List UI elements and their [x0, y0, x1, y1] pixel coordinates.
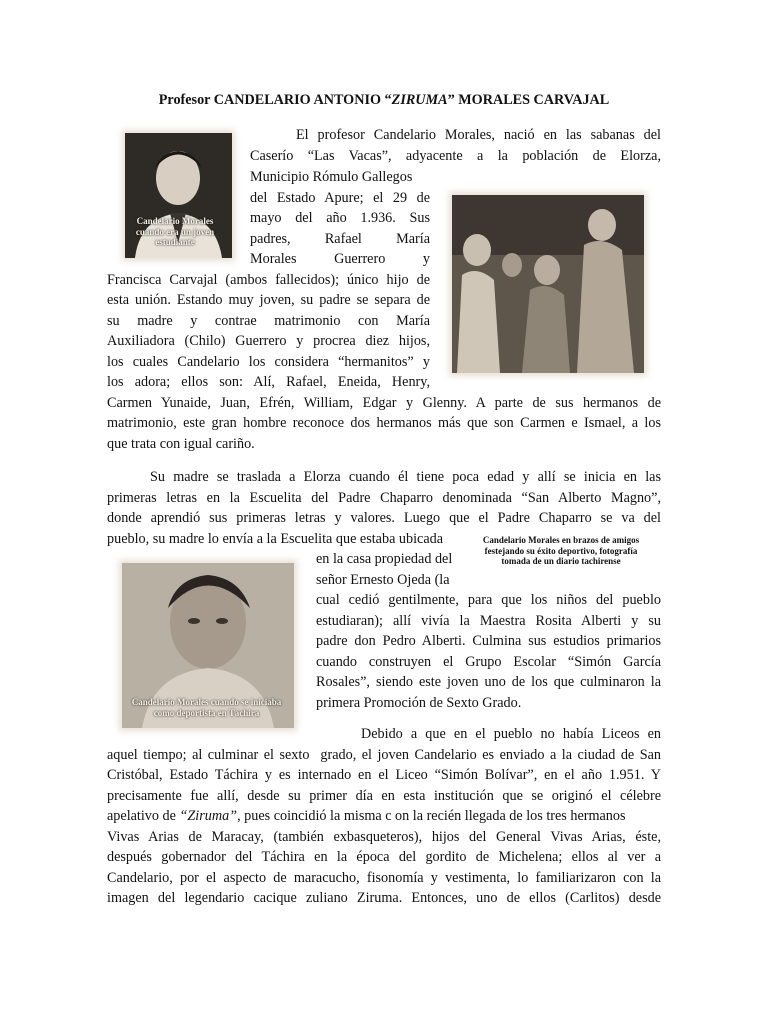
p2-line-2: primeras letras en la Escuelita del Padre Chaparro denominada “San Alberto Magno”, [107, 490, 661, 506]
p1-line-9: esta unión. Estando muy joven, su padre se separa de [107, 292, 430, 308]
p3-line-9: imagen del legendario cacique zuliano Ziruma. Entonces, uno de ellos (Carlitos) desde [107, 890, 661, 906]
p3-ziruma-italic: “Ziruma” [179, 808, 238, 824]
p3-line-6: Vivas Arias de Maracay, (también exbasqueteros), hijos del General Vivas Arias, éste, [107, 829, 661, 845]
p2-line-8: estudiaran); allí vivía la Maestra Rosita Alberti y su [316, 613, 661, 629]
p1-line-16: que trata con igual cariño. [107, 436, 255, 452]
p1-line-11: Auxiliadora (Chilo) Guerrero y procrea diez hijos, [107, 333, 430, 349]
caption-photo-young-student: Candelario Morales cuando era un joven estudiante [135, 216, 215, 247]
p1-line-3: Municipio Rómulo Gallegos [250, 169, 413, 185]
p1-line-14: Carmen Yunaide, Juan, Efrén, William, Edgar y Glenny. A parte de sus hermanos de [107, 395, 661, 411]
p3-line-2: aquel tiempo; al culminar el sexto grado, el joven Candelario es enviado a la ciudad de San [107, 747, 661, 763]
p1-line-10: su madre y contrae matrimonio con María [107, 313, 430, 329]
p2-line-10: cuando construyen el Grupo Escolar “Simón García [316, 654, 661, 670]
p1-line-13: los adora; ellos son: Alí, Rafael, Eneida, Henry, [107, 374, 430, 390]
p3-line-7: después gobernador del Táchira en la época del gordito de Michelena; ellos al ver a [107, 849, 661, 865]
p2-line-4: pueblo, su madre lo envía a la Escuelita que estaba ubicada [107, 531, 444, 547]
caption-photo-young-athlete: Candelario Morales cuando se iniciaba como deportista en Táchira [131, 697, 282, 718]
title-suffix: ” MORALES CARVAJAL [447, 92, 610, 108]
p1-line-4: del Estado Apure; el 29 de [250, 190, 430, 206]
p3-line-4: precisamente fue allí, desde su primer día en esta institución que se originó el célebre [107, 788, 661, 804]
p1-line-7: Morales Guerrero y [250, 251, 430, 267]
p2-line-9: padre don Pedro Alberti. Culmina sus estudios primarios [316, 633, 661, 649]
p3-line-3: Cristóbal, Estado Táchira y es internado en el Liceo “Simón Bolívar”, en el año 1.951. Y [107, 767, 661, 783]
p3-line-5a: apelativo de [107, 808, 180, 824]
p2-line-6: señor Ernesto Ojeda (la [316, 572, 450, 588]
p2-line-1: Su madre se traslada a Elorza cuando él tiene poca edad y allí se inicia en las [150, 469, 661, 485]
p1-line-8: Francisca Carvajal (ambos fallecidos); único hijo de [107, 272, 430, 288]
caption-photo-celebration: Candelario Morales en brazos de amigos festejando su éxito deportivo, fotografía tomada de un diario tachirense [482, 535, 640, 566]
p2-line-12: primera Promoción de Sexto Grado. [316, 695, 522, 711]
p2-line-3: donde aprendió sus primeras letras y valores. Luego que el Padre Chaparro se va del [107, 510, 661, 526]
p3-line-1: Debido a que en el pueblo no había Liceos en [361, 726, 661, 742]
p1-line-6: padres, Rafael María [250, 231, 430, 247]
p1-line-15: matrimonio, este gran hombre reconoce dos hermanos más que son Carmen e Ismael, a los [107, 415, 661, 431]
p1-line-2: Caserío “Las Vacas”, adyacente a la población de Elorza, [250, 148, 661, 164]
p2-line-7: cual cedió gentilmente, para que los niños del pueblo [316, 592, 661, 608]
p3-line-5c: , pues coincidió la misma c on la recién llegada de los tres hermanos [237, 808, 626, 824]
p1-line-1: El profesor Candelario Morales, nació en las sabanas del [296, 127, 661, 143]
title-nickname: ZIRUMA [391, 92, 448, 108]
p2-line-11: Rosales”, siendo este joven uno de los que culminaron la [316, 674, 661, 690]
title-prefix: Profesor CANDELARIO ANTONIO “ [158, 92, 392, 108]
p1-line-12: los cuales Candelario los considera “hermanitos” y [107, 354, 430, 370]
p3-line-5 [107, 806, 661, 827]
p2-line-5: en la casa propiedad del [316, 551, 453, 567]
p3-line-8: Candelario, por el aspecto de maracucho, fisonomía y vestimenta, lo familiarizaron con la [107, 870, 661, 886]
p1-line-5: mayo del año 1.936. Sus [250, 210, 430, 226]
